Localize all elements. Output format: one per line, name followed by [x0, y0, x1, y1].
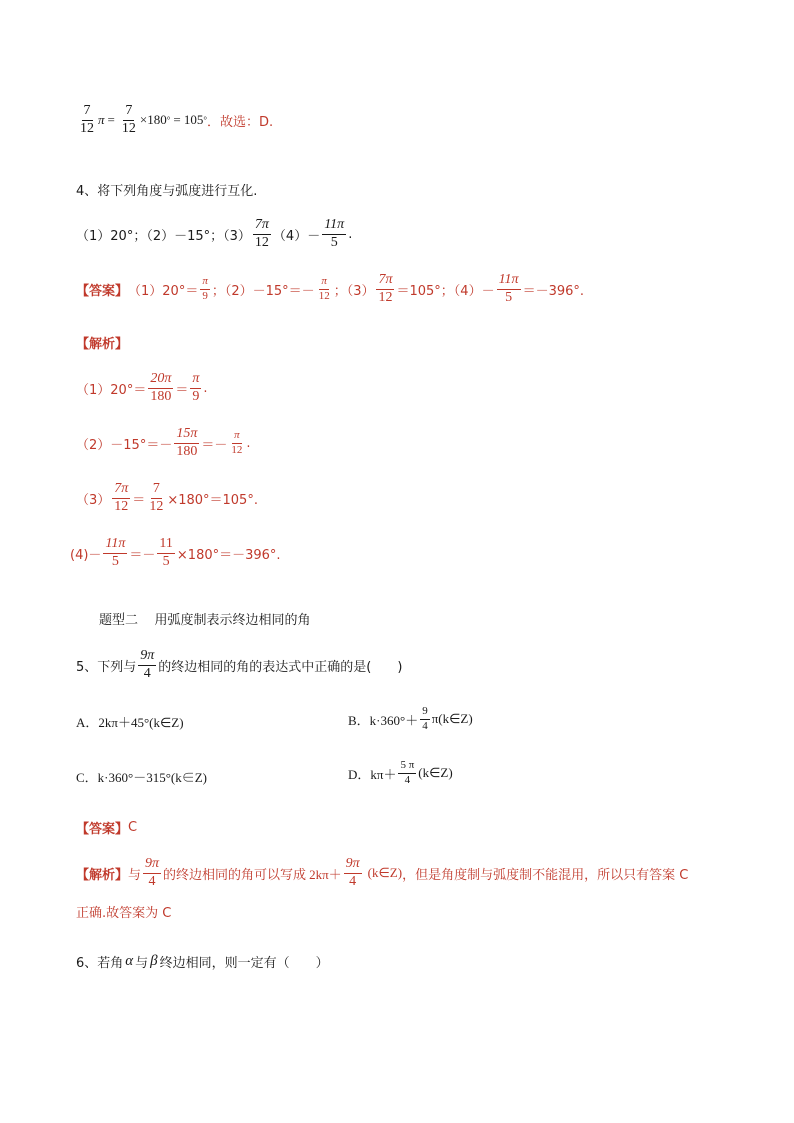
question-4-answer: 【答案】 （1）20°＝ $\frac{\pi}{9}$ ；（2）－15°＝－ $\frac{\pi}{12}$ ；（3） $\frac{7\pi}{12}$ ＝105°；（4）－ $\frac{11\pi}{5}$ ＝－396°. — [76, 272, 585, 305]
option-c[interactable]: C．k·360°－315°(k∈Z) — [76, 770, 207, 785]
analysis-line-4: (4)－ $\frac{11\pi}{5}$ ＝－ $\frac{11}{5}$ ×180°＝－396°. — [70, 536, 281, 569]
fraction: $\frac{15\pi}{180}$ — [176, 426, 198, 459]
fraction: $\frac{20\pi}{180}$ — [150, 371, 172, 404]
fraction: $\frac{7}{12}$ — [121, 103, 136, 136]
question-5-analysis-line-2: 正确.故答案为 C — [76, 906, 172, 921]
analysis-line-3: （3） $\frac{7\pi}{12}$ ＝ $\frac{7}{12}$ ×180°＝105°. — [76, 481, 258, 514]
option-b[interactable]: B．k·360°＋ $\frac{9}{4}$ π(k∈Z) — [348, 705, 473, 732]
question-4-title: 4、将下列角度与弧度进行互化. — [76, 184, 258, 199]
fraction: $\frac{\pi}{9}$ — [202, 275, 208, 302]
fraction: $\frac{7}{12}$ — [149, 481, 164, 514]
fraction: $\frac{11\pi}{5}$ — [498, 272, 519, 305]
question-4-items: （1）20°；（2）－15°；（3） $\frac{7\pi}{12}$ （4）－ $\frac{11\pi}{5}$ . — [76, 217, 353, 250]
analysis-line-1: （1）20°＝ $\frac{20\pi}{180}$ ＝ $\frac{\pi}{9}$ . — [76, 371, 208, 404]
fraction: $\frac{\pi}{9}$ — [192, 371, 200, 404]
fraction: $\frac{9\pi}{4}$ — [140, 648, 155, 681]
fraction: $\frac{7}{12}$ — [80, 103, 94, 136]
question-6-stem: 6、若角 α 与 β 终边相同，则一定有（ ） — [76, 953, 329, 971]
prev-answer-line: $\frac{7}{12}$ π = $\frac{7}{12}$ ×180 ° = 105 ° ．故选：D. — [80, 103, 274, 136]
fraction: $\frac{11\pi}{5}$ — [324, 217, 345, 250]
fraction: $\frac{9}{4}$ — [422, 705, 428, 732]
fraction: $\frac{\pi}{12}$ — [318, 275, 330, 302]
fraction: $\frac{5 \pi}{4}$ — [400, 759, 415, 786]
question-4-analysis-tag: 【解析】 — [76, 337, 129, 352]
analysis-line-2: （2）－15°＝－ $\frac{15\pi}{180}$ ＝－ $\frac{\pi}{12}$ . — [76, 426, 251, 459]
option-a[interactable]: A．2kπ＋45°(k∈Z) — [76, 715, 184, 730]
fraction: $\frac{7\pi}{12}$ — [378, 272, 393, 305]
option-d[interactable]: D．kπ＋ $\frac{5 \pi}{4}$ (k∈Z) — [348, 759, 453, 786]
question-5-answer: 【答案】 C — [76, 820, 138, 837]
fraction: $\frac{\pi}{12}$ — [231, 429, 243, 456]
question-5-analysis-line-1: 【解析】 与 $\frac{9\pi}{4}$ 的终边相同的角可以写成 2kπ＋ $\frac{9\pi}{4}$ (k∈Z) ，但是角度制与弧度制不能混用，所以只有答案 C — [76, 856, 689, 889]
question-5-stem: 5、下列与 $\frac{9\pi}{4}$ 的终边相同的角的表达式中正确的是( ) — [76, 648, 403, 681]
fraction: $\frac{11}{5}$ — [159, 536, 173, 569]
section-heading: 题型二 用弧度制表示终边相同的角 — [99, 613, 311, 628]
fraction: $\frac{7\pi}{12}$ — [114, 481, 129, 514]
fraction: $\frac{11\pi}{5}$ — [105, 536, 126, 569]
fraction: $\frac{9\pi}{4}$ — [145, 856, 160, 889]
fraction: $\frac{7\pi}{12}$ — [254, 217, 269, 250]
fraction: $\frac{9\pi}{4}$ — [345, 856, 360, 889]
